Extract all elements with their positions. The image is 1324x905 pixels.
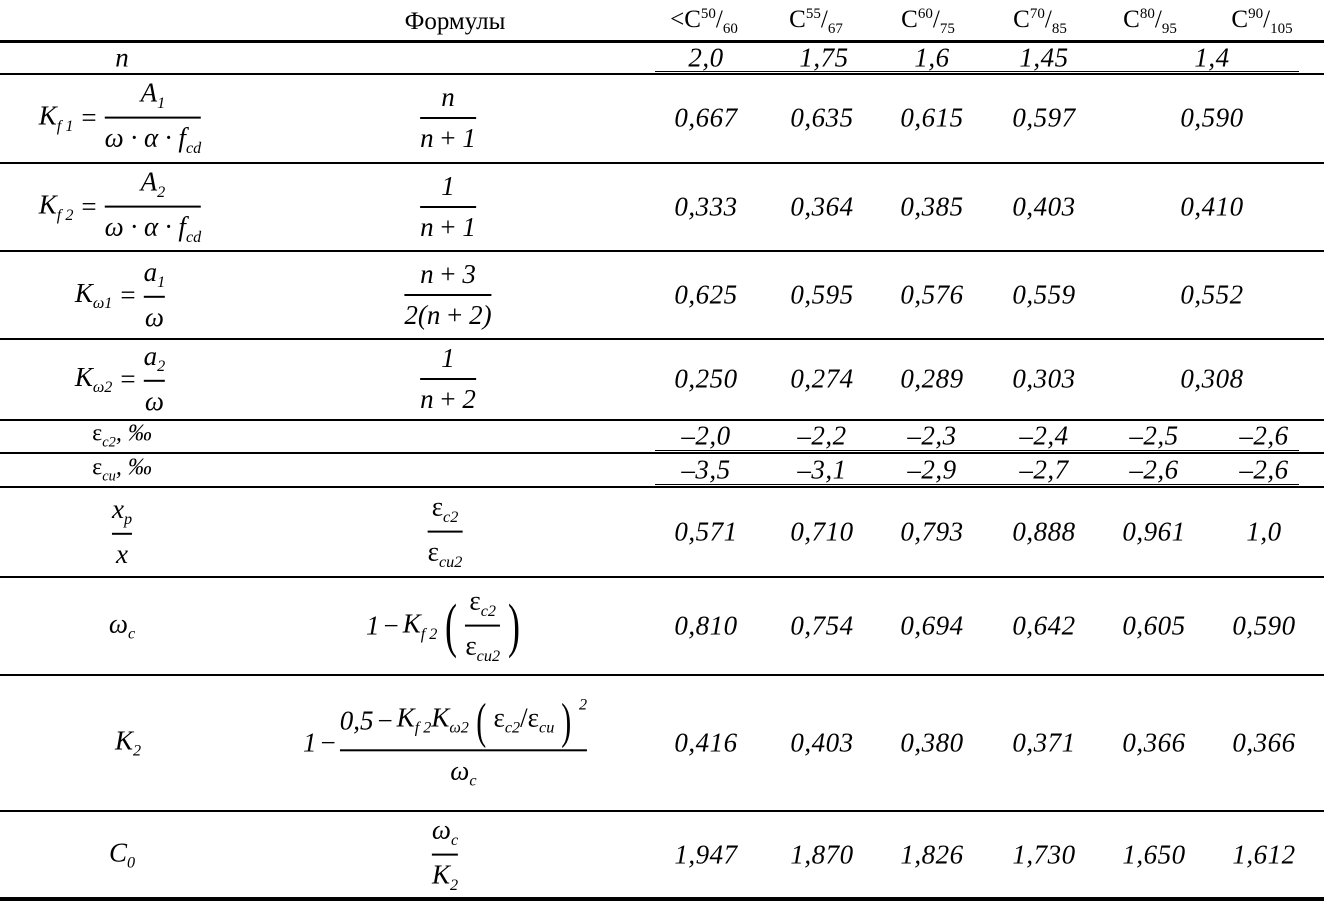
row-divider [0, 486, 1324, 488]
value-cell: 0,364 [790, 191, 854, 222]
row-divider [0, 338, 1324, 340]
value-cell: 0,595 [790, 279, 854, 310]
header-formulas: Формулы [404, 8, 506, 35]
formula-k2: 1 − 0,5 − $K_{f 2}K_{\omega 2}$ ( $\varepsilon_{c2}/\varepsilon_{cu}$ ) $^2$ $\omega_c$ [302, 692, 588, 790]
param-eps-cu: $\varepsilon_{cu}$, ‰ [92, 454, 152, 485]
param-n: n [115, 42, 129, 73]
value-cell-merged: 0,552 [1180, 279, 1244, 310]
value-cell: 0,642 [1012, 610, 1076, 641]
value-cell: 1,0 [1246, 516, 1282, 547]
value-cell: 1,947 [674, 839, 738, 870]
formula-kw1: n + 3 2(n + 2) [404, 259, 492, 330]
value-cell: 0,615 [900, 102, 964, 133]
row-divider [0, 576, 1324, 578]
value-cell: –3,5 [681, 454, 731, 485]
value-cell: 0,694 [900, 610, 964, 641]
value-cell: 0,571 [674, 516, 738, 547]
value-cell-merged: 0,410 [1180, 191, 1244, 222]
value-cell: 0,559 [1012, 279, 1076, 310]
row-divider [0, 419, 1324, 421]
value-cell: –2,5 [1129, 420, 1179, 451]
formula-omega-c: 1 − $K_{f 2}$ ( $\varepsilon_{c2}$ $\varepsilon_{cu2}$ ) [365, 585, 521, 666]
value-cell: 0,289 [900, 363, 964, 394]
value-cell: 0,888 [1012, 516, 1076, 547]
value-cell: –2,3 [907, 420, 957, 451]
row-divider [0, 674, 1324, 676]
row-divider [0, 73, 1324, 75]
value-cell: 0,961 [1122, 516, 1186, 547]
value-cell: 0,333 [674, 191, 738, 222]
value-cell: 2,0 [688, 42, 724, 73]
param-kf1: $K_{f 1}$ = $A_1$ $\omega \cdot \alpha \cdot f_{cd}$ [38, 77, 202, 158]
value-cell: 0,605 [1122, 610, 1186, 641]
header-class-c70: $C^{70}/_{85}$ [1013, 5, 1067, 38]
param-kw2: $K_{\omega 2}$ = $a_2$ ω [74, 340, 166, 417]
value-cell: –3,1 [797, 454, 847, 485]
value-cell-merged: 1,4 [1194, 42, 1230, 73]
row-divider [0, 162, 1324, 164]
value-cell: 0,385 [900, 191, 964, 222]
row-divider [0, 810, 1324, 812]
value-cell: –2,6 [1239, 420, 1289, 451]
value-cell: 0,366 [1122, 727, 1186, 758]
header-class-c90: $C^{90}/_{105}$ [1231, 5, 1293, 38]
value-cell-merged: 0,308 [1180, 363, 1244, 394]
formula-kw2: 1 n + 2 [420, 343, 476, 414]
value-cell: 0,303 [1012, 363, 1076, 394]
value-cell: –2,6 [1129, 454, 1179, 485]
value-cell: 1,870 [790, 839, 854, 870]
value-cell: 0,635 [790, 102, 854, 133]
header-class-c80: $C^{80}/_{95}$ [1123, 5, 1177, 38]
formula-kf1: n n + 1 [420, 82, 476, 153]
value-cell: 0,667 [674, 102, 738, 133]
value-cell: 0,754 [790, 610, 854, 641]
value-cell: 0,590 [1232, 610, 1296, 641]
value-cell: 0,403 [790, 727, 854, 758]
value-cell: –2,4 [1019, 420, 1069, 451]
value-cell: 0,416 [674, 727, 738, 758]
value-cell: 0,403 [1012, 191, 1076, 222]
value-cell: –2,7 [1019, 454, 1069, 485]
value-cell: 0,380 [900, 727, 964, 758]
value-cell: 0,710 [790, 516, 854, 547]
value-cell: –2,9 [907, 454, 957, 485]
value-cell: 1,6 [914, 42, 950, 73]
value-cell: 0,371 [1012, 727, 1076, 758]
value-cell: 1,730 [1012, 839, 1076, 870]
header-class-c50: $<C^{50}/_{60}$ [670, 5, 738, 38]
value-cell: 1,45 [1019, 42, 1069, 73]
param-c0: $C_0$ [108, 837, 136, 872]
value-underline [655, 450, 1299, 451]
bottom-rule [0, 897, 1324, 901]
value-cell: 0,625 [674, 279, 738, 310]
param-k2: $K_2$ [114, 725, 142, 760]
value-cell: 0,576 [900, 279, 964, 310]
top-rule [0, 40, 1324, 43]
value-cell: 0,366 [1232, 727, 1296, 758]
formula-xp-over-x: $\varepsilon_{c2}$ $\varepsilon_{cu2}$ [427, 491, 463, 572]
param-kf2: $K_{f 2}$ = $A_2$ $\omega \cdot \alpha \cdot f_{cd}$ [38, 166, 202, 247]
value-cell: 1,650 [1122, 839, 1186, 870]
value-cell: 1,75 [799, 42, 849, 73]
formula-c0: $\omega_c$ $K_2$ [431, 814, 459, 895]
value-underline [655, 484, 1299, 485]
value-cell: –2,6 [1239, 454, 1289, 485]
param-kw1: $K_{\omega 1}$ = $a_1$ ω [74, 256, 166, 333]
param-eps-c2: $\varepsilon_{c2}$, ‰ [92, 420, 152, 451]
param-xp-over-x: $x_p$ x [111, 493, 133, 570]
header-class-c55: $C^{55}/_{67}$ [789, 5, 843, 38]
row-divider [0, 250, 1324, 252]
value-cell: 0,810 [674, 610, 738, 641]
value-cell: –2,0 [681, 420, 731, 451]
value-cell: 0,597 [1012, 102, 1076, 133]
header-class-c60: $C^{60}/_{75}$ [901, 5, 955, 38]
value-cell: 0,274 [790, 363, 854, 394]
value-cell-merged: 0,590 [1180, 102, 1244, 133]
value-cell: 0,250 [674, 363, 738, 394]
value-cell: 1,826 [900, 839, 964, 870]
value-cell: 0,793 [900, 516, 964, 547]
value-cell: –2,2 [797, 420, 847, 451]
row-divider [0, 452, 1324, 454]
value-cell: 1,612 [1232, 839, 1296, 870]
param-omega-c: $\omega_c$ [108, 608, 136, 643]
formula-kf2: 1 n + 1 [420, 171, 476, 242]
